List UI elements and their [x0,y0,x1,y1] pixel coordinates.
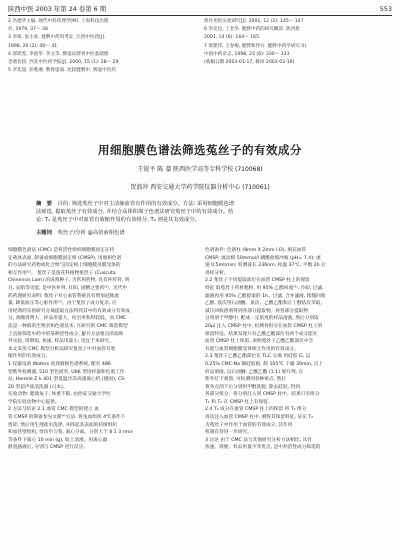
body-line: 20μl 注入 CMSP 柱中, 检测各组分在血管 CMSP 柱上的 [205,323,323,329]
reference-line: 典作用的实验研究[J]. 2001, 12 (2): 145～ 147 [204,19,304,24]
body-line: CMSP; 流动相 50mmol/l 磷酸盐缓冲液 (pH= 7.4); 流 [205,255,321,261]
abstract-label: 摘 要 [36,201,52,207]
author-line-2: 贺浪冲 西安交通大学药学院仪器分析中心 (710061) [130,184,270,191]
body-line: 细胞膜色谱法 (CMC) 是将活性组织细胞膜固定在特 [8,248,115,253]
page-number: 553 [379,5,392,13]
reference-line: 2001, 14 (6): 164～ 165 [204,35,260,41]
body-line: 站, Hermle Z k 401 型低温冷冻高速离心机 (德国), CS- [8,377,126,383]
body-line: Chinensis Lam) 的成熟种子, 为常用药物, 具有补肝肾, 明 [8,278,130,284]
body-line: 药药理研究表明: 菟丝子对心血管系统具有增加冠脉流 [8,293,119,299]
body-right-column [205,247,392,555]
body-line: 和血管壁组织, 剪切至匀浆, 离心分离。分别大于 8 1 3 rmin [8,430,134,436]
body-line: 20 型超声波清洗器 (日本)。 [8,384,68,390]
body-left-column [8,247,195,555]
author-line: 王锐平 陈 蓁 陕西医学高等专科学校 (710068) [137,166,263,173]
reference-line: 念重比较. 西北中医药学报[J]. 2000, 15 (1): 28～ 29 [8,60,119,66]
body-line: 分, 欢晚周费大、样品用量大、检出率和时较低。而 CMC [8,316,127,322]
body-line: 速 0.5ml/min; 检测波长 236nm, 柱温 37℃, 平衡 2h 后 [205,263,326,269]
body-line: 进样分析。 [205,270,229,276]
body-line: 再次注入血管 CMSP 柱中, 测得其保留特征, 证实 T₂ [205,415,313,421]
body-line: 的方法研究药物或化合物与固定相上细胞膜及膜受体的 [8,263,121,269]
body-line: 各部分组分。将分别注入到 CMSP 柱中。结果只有组分 [205,392,320,398]
body-line: T₁ 和 T₂ 在 CMSP 柱上有保留。 [205,399,273,405]
body-line: 相互作用⁽¹⁾。 菟丝子是旋花科植物菟丝子 (Cuscuta [8,270,116,276]
abstract-text: 论: T₁ 是菟丝子中对血管有收缩作用的有效组分, T₂ 则是其有效成分。 [36,217,200,224]
body-line: 上直接筛选中药中的某种活性成分, 避开方法要点的弱和 [8,331,124,337]
references-left-column [8,18,196,118]
body-line: 将各点刮下后分别用甲醇洗脱, 除去硅胶, 得到 [205,384,301,390]
body-line: 3 讨论 由于 CMC 法与其他研究分析方法相比, 具有 [205,437,312,443]
body-line: 减压回收溶剂得到各部分提取物。将各部分提取物 [205,308,309,314]
body-line: 外实验, 周期短, 快速, 样品用量小, 适宜于本研究。 [8,339,114,345]
article-title: 用细胞膜色谱法筛选菟丝子的有效成分 [98,143,302,157]
body-line: 2.3 菟丝子乙酸乙酯部位在 TLC 分离 用硅胶 G, 以 [205,354,311,360]
body-line: 有能与血管细胞膜受体相互作用的有效成分。 [205,346,299,352]
body-line: 2 方法与结论 2.1 血管 CMC 模型的建立 血 [8,407,99,413]
article-body [8,247,392,555]
abstract-text: 目的: 筛选菟丝子中对主动脉血管有作用的有效成分。方法: 采用细胞膜色谱 [57,201,235,207]
reference-line: 中国中药杂志, 1998, 23 (6): 330～ 333 [204,51,290,57]
body-line: 乙醇, 依次用石油醚、氯仿、乙酸乙酯和正丁醇依次萃取, [205,301,322,307]
body-line: 法是一种新的生物亲和色谱技术, 在研究的 CMC 筛选模型 [8,323,128,329]
body-line: 滤液再用 95% 乙醇提取的 1h。过滤, 合并滤液, 浓缩回收 [205,293,326,299]
body-line: 1 仪器设备 Waters 高效液相色谱系统, 配有 486 [8,361,111,367]
body-line: 特征 取菟丝子药材粗粉, 用 95% 乙醇回流⁽⁵⁾, 冷却, 过滤, [205,285,324,291]
body-line: 学院实验动物中心提供。 [8,399,60,405]
reference-line: 社, 1979, 37～ 38 [8,27,48,33]
body-line: 为菟丝子中作用于血管的有效成分, 其作用 [205,422,293,428]
body-line: 定载体表面, 制备成细胞膜固定相 (CMSP), 用液相色谱 [8,255,122,261]
body-line: 2.2 菟丝子不同提取部位在血管 CMSP 柱上的保留 [205,278,310,284]
keywords-text: 菟丝子/分析 @高效液相色谱 [57,230,125,236]
abstract-text: 法筛选. 提取菟丝子有效成分, 并结合高体积离子色谱法研究菟丝子中的有效成分。结 [36,209,234,216]
reference-line: 3 李锐. 张小欢. 健脾中药用考证. 江西中医药[J]. [8,35,106,41]
journal-issue: 陕西中医 2003 年第 24 卷第 6 期 [8,5,107,13]
reference-line: 6 李克俭, 丁金华. 健脾中药的研究概况. 陕西新 [204,27,300,33]
body-line: 机制有待进一步研究。 [205,430,252,436]
body-line: 剪碎, 然后用生理盐水洗涤, 并除起其表面的结缔组织 [8,422,118,428]
body-line: 缩作用的有效成分。 [8,354,51,360]
reference-line: 4 邱铁雯, 李国华. 李文等. 脾虚证脾胃中医基础理 [8,51,109,57]
body-line: 型紫外检测器, 510 型色谱泵, U6K 型进样器和色谱工作 [8,369,125,375]
body-line: 目, 安胎等功能, 是中医补肾, 壮阳, 固精之要药⁽²⁾。近代中 [8,285,128,291]
body-line: 用经典的实验研究分离提取方法得到其中的有效成分有效成 [8,308,130,314]
body-line: 静置悬液后, 分别与 CMSP 进行反应。 [8,445,89,451]
body-line: 实验动物: 健康兔子, 体重不限, 由西安交通大学医 [8,392,111,398]
body-line: 2.4 T₂ 成分在血管 CMSP 柱上的保留 将 T₂ 组分 [205,407,307,413]
received-date: (收稿日期 2003-01-17, 修回 2003-03-19) [204,60,295,66]
abstract [36,200,370,225]
body-line: 本文采用 CMC 模型分析法研究菟丝子中对血管有收 [8,346,116,352]
reference-line: 2 冯德华主编. 现代中药药理学[M]. 上海科技出版 [8,19,109,24]
body-line: 0.25% CMC-Na 铺硅胶板, 制 105℃ 干燥 30min, 点上 [205,361,324,367]
body-line: 等条件下离心 10 min (g), 取上清液。用离心器 [8,437,108,443]
body-line: 量, 降低血压等心脏作用⁽³⁾。由于菟丝子成分复杂, 应 [8,301,117,307]
reference-line: 7 梁建伟, 王春梅, 健脾和胃方. 健脾中药学研究 (I). [204,43,308,49]
reference-line: 1998, 20 (2): 40～ 41 [8,43,58,49]
body-line: 快速、简便、样品用量少等优点, 是中药活性成分筛选的 [205,445,321,451]
body-line: 色谱条件: 色谱柱 (8mm X 2mm I.D), 填充血管 [205,248,307,253]
reference-line: 5 李奕超. 彭胜湘. 脾胃虚弱. 比较健脾中. 脾虚中医药 [8,68,116,74]
body-line: 保留特征。结果发现只有乙酸乙酯部位有两个成分能在 [205,331,318,337]
body-line: 管 CMSP 的制备参见文献⁽⁴⁾方法. 将兔血组织 4℃条件下 [8,415,126,421]
keywords-label: 主题词 [36,230,52,236]
body-line: 分别溶于甲醇中, 配成一定浓度的样品溶液, 然后分别取 [205,316,319,322]
references-section [8,18,392,118]
keywords [36,229,370,238]
body-line: 样品溶液, 以石油醚: 乙酸乙酯 (1:1) 展开剂, 在 [205,369,304,375]
body-line: 紫外灯下观察, 可检测到各种斑点, 然后 [205,377,286,383]
body-line: 血管 CMSP 柱上保留, 表明菟丝子乙酸乙酯部位中含 [205,339,314,345]
running-header [8,3,392,16]
references-right-column [204,18,392,118]
